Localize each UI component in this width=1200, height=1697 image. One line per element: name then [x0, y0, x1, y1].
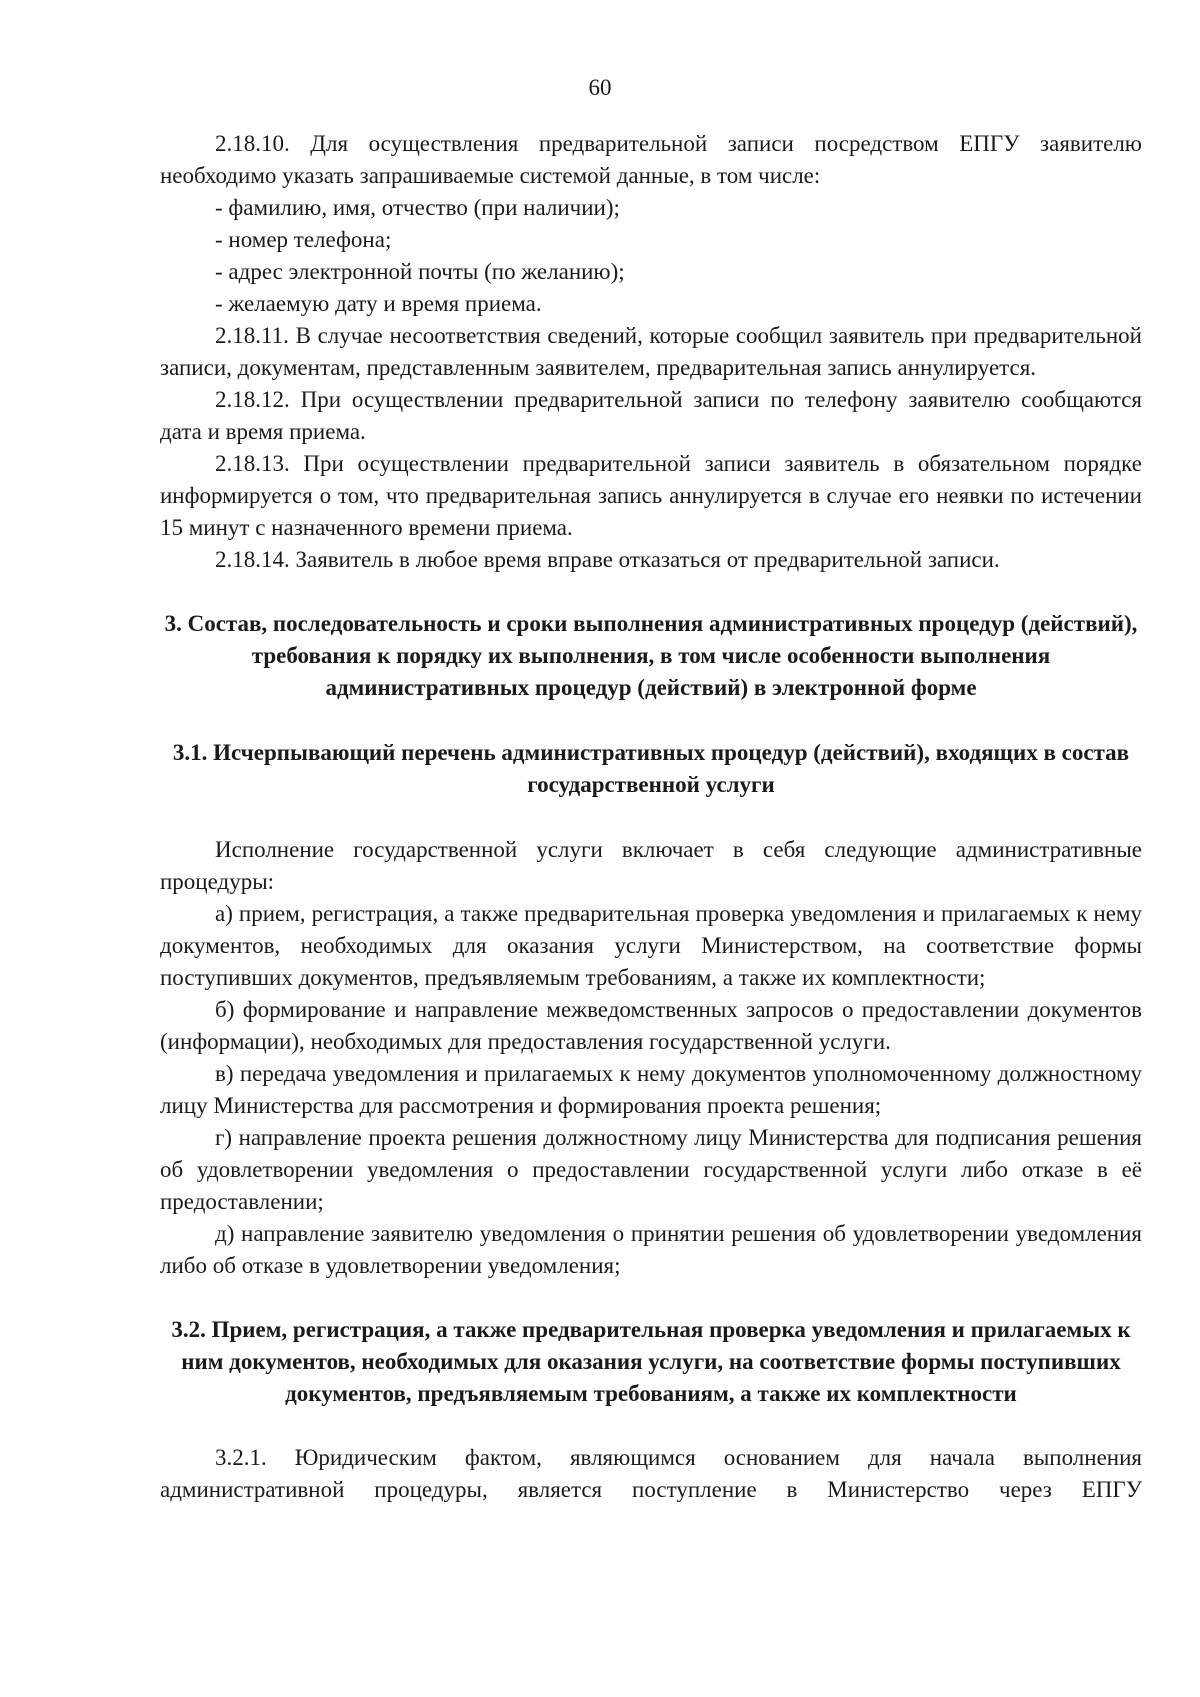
paragraph-2-18-11: 2.18.11. В случае несоответствия сведений, которые сообщил заявитель при предварительной записи, документам, представленным заявителем, предварительная запись аннулируется.: [160, 323, 1142, 380]
paragraph-2-18-10: 2.18.10. Для осуществления предварительной записи посредством ЕПГУ заявителю необходимо указать запрашиваемые системой данные, в том числе:: [160, 131, 1142, 188]
list-item-a: а) прием, регистрация, а также предварительная проверка уведомления и прилагаемых к нему документов, необходимых для оказания услуги Министерством, на соответствие формы поступивших документов, предъявляемым требованиям, а также их комплектности;: [160, 901, 1142, 990]
paragraph-3-2-1: 3.2.1. Юридическим фактом, являющимся основанием для начала выполнения административной процедуры, является поступление в Министерство через ЕПГУ: [160, 1445, 1142, 1502]
list-item: - номер телефона;: [215, 227, 392, 252]
list-item-v: в) передача уведомления и прилагаемых к нему документов уполномоченному должностному лицу Министерства для рассмотрения и формирования проекта решения;: [160, 1061, 1142, 1118]
paragraph-2-18-12: 2.18.12. При осуществлении предварительной записи по телефону заявителю сообщаются дата и время приема.: [160, 387, 1142, 444]
list-item: - желаемую дату и время приема.: [215, 291, 542, 316]
list-item-d: д) направление заявителю уведомления о принятии решения об удовлетворении уведомления либо об отказе в удовлетворении уведомления;: [160, 1221, 1142, 1278]
paragraph-2-18-13: 2.18.13. При осуществлении предварительной записи заявитель в обязательном порядке информируется о том, что предварительная запись аннулируется в случае его неявки по истечении 15 минут с назначенного времени приема.: [160, 451, 1142, 540]
list-item: - фамилию, имя, отчество (при наличии);: [215, 195, 620, 220]
page-number: 60: [588, 75, 612, 100]
page-content: [160, 128, 1142, 1506]
section-3-heading: 3. Состав, последовательность и сроки выполнения административных процедур (действий), требования к порядку их выполнения, в том числе особенности выполнения административных процедур (действий) в электронной форме: [164, 611, 1138, 700]
section-3-2-heading: 3.2. Прием, регистрация, а также предварительная проверка уведомления и прилагаемых к ним документов, необходимых для оказания услуги, на соответствие формы поступивших документов, предъявляемым требованиям, а также их комплектности: [171, 1317, 1131, 1406]
paragraph-3-1-intro: Исполнение государственной услуги включает в себя следующие административные процедуры:: [160, 837, 1142, 894]
list-item: - адрес электронной почты (по желанию);: [215, 259, 625, 284]
list-item-g: г) направление проекта решения должностному лицу Министерства для подписания решения об удовлетворении уведомления о предоставлении государственной услуги либо отказе в её предоставлении;: [160, 1125, 1142, 1214]
paragraph-2-18-14: 2.18.14. Заявитель в любое время вправе отказаться от предварительной записи.: [215, 547, 1000, 572]
list-item-b: б) формирование и направление межведомственных запросов о предоставлении документов (информации), необходимых для предоставления государственной услуги.: [160, 997, 1142, 1054]
section-3-1-heading: 3.1. Исчерпывающий перечень административных процедур (действий), входящих в состав государственной услуги: [172, 740, 1130, 797]
